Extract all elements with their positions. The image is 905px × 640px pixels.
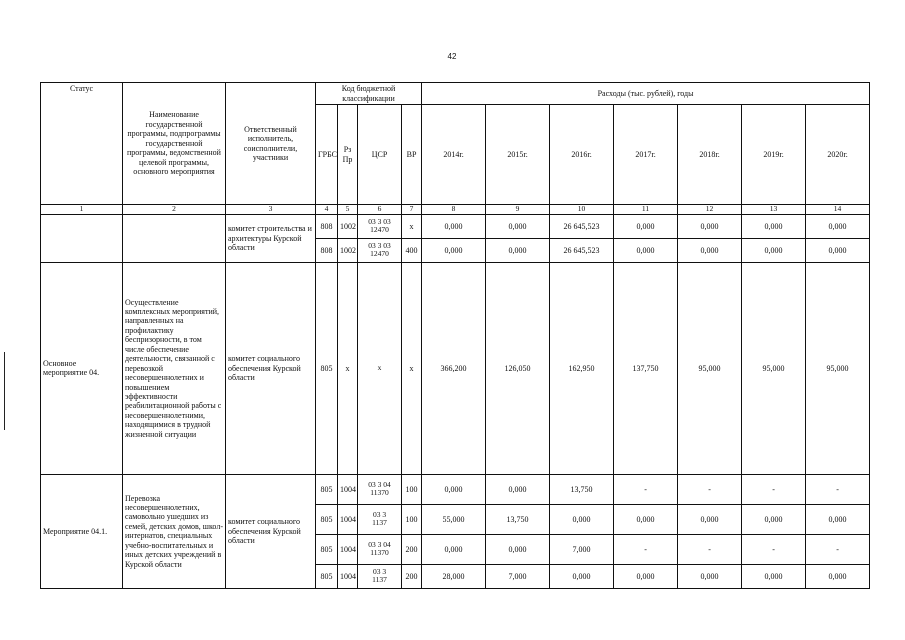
value-cell: -	[614, 534, 678, 564]
value-cell: 0,000	[742, 504, 806, 534]
value-cell: 95,000	[806, 262, 870, 474]
value-cell: 0,000	[678, 238, 742, 262]
vr-cell: 100	[402, 474, 422, 504]
value-cell: 126,050	[486, 262, 550, 474]
vr-cell: х	[402, 214, 422, 238]
grbs-cell: 805	[316, 504, 338, 534]
column-number-row	[41, 205, 870, 215]
table-row	[41, 214, 870, 238]
csr-line: 03 3	[372, 567, 387, 577]
value-cell: 7,000	[550, 534, 614, 564]
csr-cell	[358, 534, 402, 564]
value-cell: 26 645,523	[550, 214, 614, 238]
csr-cell	[358, 504, 402, 534]
value-cell: 0,000	[614, 504, 678, 534]
name-cell: Перевозка несовершеннолетних, самовольно ушедших из семей, детских домов, школ-интернатов, специальных учебно-воспитательных и иных детских учреждений в Курской области	[123, 474, 226, 588]
header-expenses: Расходы (тыс. рублей), годы	[422, 83, 870, 105]
header-year: 2016г.	[550, 105, 614, 205]
value-cell: 0,000	[422, 534, 486, 564]
column-number: 12	[678, 205, 742, 215]
vr-cell: 200	[402, 564, 422, 588]
vr-cell: 200	[402, 534, 422, 564]
value-cell: 0,000	[486, 534, 550, 564]
header-executor: Ответственный исполнитель, соисполнители, участники	[226, 83, 316, 205]
grbs-cell: 808	[316, 238, 338, 262]
value-cell: 0,000	[486, 474, 550, 504]
header-rz: Рз	[343, 145, 352, 155]
column-number: 13	[742, 205, 806, 215]
column-number: 1	[41, 205, 123, 215]
column-number: 7	[402, 205, 422, 215]
value-cell: 0,000	[486, 214, 550, 238]
table-row	[41, 474, 870, 504]
status-cell	[41, 214, 123, 262]
value-cell: 162,950	[550, 262, 614, 474]
grbs-cell: 805	[316, 534, 338, 564]
csr-line: 03 3 03	[368, 217, 391, 227]
rzpr-cell: 1002	[338, 214, 358, 238]
value-cell: 0,000	[422, 474, 486, 504]
value-cell: 0,000	[550, 504, 614, 534]
csr-line: 11370	[370, 488, 389, 498]
value-cell: 55,000	[422, 504, 486, 534]
rzpr-cell: 1004	[338, 564, 358, 588]
column-number: 2	[123, 205, 226, 215]
column-number: 10	[550, 205, 614, 215]
column-number: 5	[338, 205, 358, 215]
header-pr: Пр	[342, 154, 353, 164]
value-cell: 28,000	[422, 564, 486, 588]
csr-line: 03 3 04	[368, 480, 391, 490]
header-rzpr	[338, 105, 358, 205]
csr-line: 11370	[370, 548, 389, 558]
value-cell: 0,000	[614, 564, 678, 588]
value-cell: 0,000	[678, 214, 742, 238]
value-cell: 0,000	[742, 564, 806, 588]
vr-cell: 100	[402, 504, 422, 534]
value-cell: 0,000	[806, 564, 870, 588]
header-year: 2020г.	[806, 105, 870, 205]
value-cell: 0,000	[806, 504, 870, 534]
column-number: 14	[806, 205, 870, 215]
rzpr-cell: 1004	[338, 534, 358, 564]
rzpr-cell: 1004	[338, 504, 358, 534]
header-grbs: ГРБС	[316, 105, 338, 205]
grbs-cell: 808	[316, 214, 338, 238]
value-cell: 137,750	[614, 262, 678, 474]
header-budget-code: Код бюджетной классификации	[316, 83, 422, 105]
grbs-cell: 805	[316, 474, 338, 504]
csr-cell	[358, 564, 402, 588]
value-cell: 0,000	[614, 214, 678, 238]
csr-cell	[358, 474, 402, 504]
table-row	[41, 262, 870, 474]
header-name: Наименование государственной программы, подпрограммы государственной программы, ведомственной целевой программы, основного мероприятия	[123, 83, 226, 205]
value-cell: 0,000	[486, 238, 550, 262]
column-number: 8	[422, 205, 486, 215]
executor-cell: комитет социального обеспечения Курской области	[226, 474, 316, 588]
value-cell: 0,000	[806, 214, 870, 238]
value-cell: 0,000	[678, 504, 742, 534]
status-cell: Мероприятие 04.1.	[41, 474, 123, 588]
header-year: 2017г.	[614, 105, 678, 205]
name-cell	[123, 214, 226, 262]
value-cell: 95,000	[678, 262, 742, 474]
value-cell: 7,000	[486, 564, 550, 588]
value-cell: 0,000	[742, 238, 806, 262]
value-cell: 26 645,523	[550, 238, 614, 262]
csr-cell	[358, 214, 402, 238]
value-cell: 13,750	[486, 504, 550, 534]
executor-cell: комитет социального обеспечения Курской области	[226, 262, 316, 474]
value-cell: 13,750	[550, 474, 614, 504]
csr-line: 1137	[372, 518, 387, 528]
header-vr: ВР	[402, 105, 422, 205]
csr-line: 03 3 04	[368, 540, 391, 550]
budget-table	[40, 82, 870, 589]
value-cell: 366,200	[422, 262, 486, 474]
csr-line: 1137	[372, 575, 387, 585]
value-cell: 95,000	[742, 262, 806, 474]
header-year: 2014г.	[422, 105, 486, 205]
header-csr: ЦСР	[358, 105, 402, 205]
name-cell: Осуществление комплексных мероприятий, направленных на профилактику беспризорности, в том числе обеспечение деятельности, связанной с перевозкой несовершеннолетних и повышением эффективности реабилитационной работы с несовершеннолетними, находящимися в трудной жизненной ситуации	[123, 262, 226, 474]
value-cell: -	[742, 534, 806, 564]
scan-edge-mark	[4, 352, 5, 430]
column-number: 4	[316, 205, 338, 215]
value-cell: -	[742, 474, 806, 504]
csr-line: 12470	[370, 225, 389, 235]
value-cell: -	[806, 474, 870, 504]
value-cell: 0,000	[614, 238, 678, 262]
page-number: 42	[447, 52, 457, 61]
csr-cell: х	[358, 262, 402, 474]
header-year: 2018г.	[678, 105, 742, 205]
header-year: 2015г.	[486, 105, 550, 205]
csr-line: 03 3	[372, 510, 387, 520]
column-number: 11	[614, 205, 678, 215]
vr-cell: 400	[402, 238, 422, 262]
rzpr-cell: 1002	[338, 238, 358, 262]
status-cell: Основное мероприятие 04.	[41, 262, 123, 474]
value-cell: 0,000	[422, 214, 486, 238]
value-cell: 0,000	[550, 564, 614, 588]
csr-line: 12470	[370, 249, 389, 259]
column-number: 9	[486, 205, 550, 215]
grbs-cell: 805	[316, 564, 338, 588]
value-cell: 0,000	[742, 214, 806, 238]
rzpr-cell: х	[338, 262, 358, 474]
value-cell: 0,000	[678, 564, 742, 588]
header-year: 2019г.	[742, 105, 806, 205]
value-cell: 0,000	[422, 238, 486, 262]
value-cell: -	[678, 474, 742, 504]
value-cell: -	[614, 474, 678, 504]
csr-line: 03 3 03	[368, 241, 391, 251]
vr-cell: х	[402, 262, 422, 474]
value-cell: 0,000	[806, 238, 870, 262]
executor-cell: комитет строительства и архитектуры Курской области	[226, 214, 316, 262]
column-number: 3	[226, 205, 316, 215]
header-status: Статус	[41, 83, 123, 205]
grbs-cell: 805	[316, 262, 338, 474]
csr-cell	[358, 238, 402, 262]
value-cell: -	[678, 534, 742, 564]
rzpr-cell: 1004	[338, 474, 358, 504]
value-cell: -	[806, 534, 870, 564]
column-number: 6	[358, 205, 402, 215]
